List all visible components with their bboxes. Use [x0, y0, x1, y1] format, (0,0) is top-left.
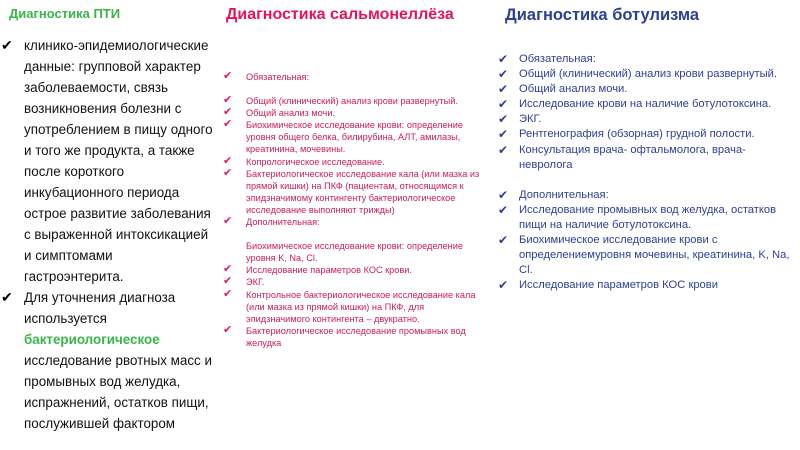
pti-title: Диагностика ПТИ — [9, 6, 121, 21]
checkmark-icon: ✔ — [223, 215, 233, 228]
item-text: Исследование крови на наличие ботулотоксина. — [519, 98, 772, 111]
list-item — [218, 168, 480, 216]
list-item — [497, 97, 797, 112]
list-item — [497, 203, 797, 233]
item-text: Обязательная: — [519, 53, 596, 65]
item-text: Исследование промывных вод желудка, остатков пищи на наличие ботулотоксина. — [519, 203, 777, 231]
pti-item-text-after: исследование рвотных масс и промывных вод желудка, испражнений, остатков пищи, послужившей фактором — [24, 353, 212, 431]
pti-list — [0, 35, 213, 434]
list-item — [218, 240, 480, 264]
item-text: Общий (клинический) анализ крови развернутый. — [246, 96, 458, 107]
list-item — [218, 156, 480, 168]
checkmark-icon: ✔ — [498, 97, 509, 112]
list-item — [218, 264, 480, 276]
item-text: Биохимическое исследование крови: определение уровня K, Na, Cl. — [246, 241, 463, 264]
item-text: ЭКГ. — [519, 113, 542, 126]
checkmark-icon: ✔ — [223, 323, 233, 336]
item-text: Обязательная: — [246, 72, 310, 82]
list-item — [218, 325, 480, 349]
checkmark-icon: ✔ — [223, 106, 233, 119]
pti-item-text: клинико-эпидемиологические данные: групповой характер заболеваемости, связь возникновения болезни с употреблением в пищу одного и того же продукта, а также после короткого инкубационного периода острое развитие заболевания с выраженной интоксикацией и симптомами гастроэнтерита. — [24, 38, 213, 284]
item-text: Общий анализ мочи. — [519, 83, 628, 96]
list-item — [497, 67, 797, 82]
checkmark-icon: ✔ — [223, 70, 233, 82]
item-text: Биохимическое исследование крови: определение уровня общего белка, билирубина, АЛТ, амилазы, креатинина, мочевины. — [246, 120, 463, 155]
spacer — [497, 173, 797, 188]
list-item — [218, 95, 480, 107]
checkmark-icon: ✔ — [498, 112, 509, 127]
checkmark-icon: ✔ — [223, 166, 233, 179]
item-text: Копрологическое исследование. — [246, 156, 385, 167]
item-text: Исследование параметров КОС крови — [519, 279, 718, 292]
list-item — [497, 188, 797, 203]
checkmark-icon: ✔ — [498, 67, 509, 82]
checkmark-icon: ✔ — [223, 263, 233, 276]
list-item — [218, 289, 480, 325]
list-item — [0, 287, 213, 434]
list-item — [497, 278, 797, 293]
pti-item-highlight: бактериологическое — [24, 332, 160, 347]
checkmark-icon: ✔ — [223, 154, 233, 167]
item-text: Дополнительная: — [246, 217, 320, 228]
checkmark-icon: ✔ — [498, 187, 509, 202]
item-text: Консультация врача- офтальмолога, врача-невролога — [519, 143, 746, 171]
item-text: ЭКГ. — [246, 277, 265, 288]
botulism-list — [497, 52, 797, 293]
checkmark-icon: ✔ — [498, 142, 509, 157]
checkmark-icon: ✔ — [498, 278, 509, 293]
list-item — [0, 35, 213, 287]
item-text: Бактериологическое исследование кала (или мазка из прямой кишки) на ПКФ (пациентам, относящимся к эпидзначимому контингенту бактериологическое исследование выполняют трижды) — [246, 168, 480, 215]
list-item — [218, 107, 480, 119]
list-item — [497, 112, 797, 127]
checkmark-icon: ✔ — [223, 287, 233, 300]
list-item — [218, 71, 480, 83]
list-item — [497, 127, 797, 142]
checkmark-icon: ✔ — [498, 82, 509, 97]
list-item — [497, 82, 797, 97]
checkmark-icon: ✔ — [1, 289, 13, 305]
list-item — [218, 216, 480, 228]
list-item — [497, 52, 797, 67]
item-text: Бактериологическое исследование промывных вод желудка — [246, 325, 466, 348]
list-item — [497, 233, 797, 278]
list-item — [218, 276, 480, 288]
checkmark-icon: ✔ — [498, 52, 509, 66]
list-item — [218, 119, 480, 155]
item-text: Биохимическое исследование крови с определениемуровня мочевины, креатинина, K, Na, Cl. — [519, 234, 790, 277]
item-text: Рентгенография (обзорная) грудной полости. — [519, 128, 755, 141]
item-text: Дополнительная: — [519, 188, 609, 201]
salmonella-title: Диагностика сальмонеллёза — [226, 6, 454, 23]
checkmark-icon: ✔ — [223, 94, 233, 107]
checkmark-icon: ✔ — [223, 118, 233, 131]
checkmark-icon: ✔ — [498, 127, 509, 142]
item-text: Общий анализ мочи. — [246, 108, 336, 119]
botulism-title: Диагностика ботулизма — [505, 6, 700, 24]
checkmark-icon: ✔ — [1, 37, 13, 53]
spacer — [218, 83, 480, 95]
checkmark-icon: ✔ — [498, 233, 509, 248]
salmonella-list — [218, 71, 480, 349]
item-text: Общий (клинический) анализ крови развернутый. — [519, 68, 778, 81]
spacer — [218, 228, 480, 240]
checkmark-icon: ✔ — [498, 202, 509, 217]
list-item — [497, 143, 797, 173]
item-text: Контрольное бактериологическое исследование кала (или мазка из прямой кишки) на ПКФ, для эпидзначимого контингента – двукратно. — [246, 289, 476, 324]
checkmark-icon: ✔ — [223, 275, 233, 288]
item-text: Исследование параметров КОС крови. — [246, 265, 412, 276]
pti-item-text-before: Для уточнения диагноза используется — [24, 290, 176, 326]
